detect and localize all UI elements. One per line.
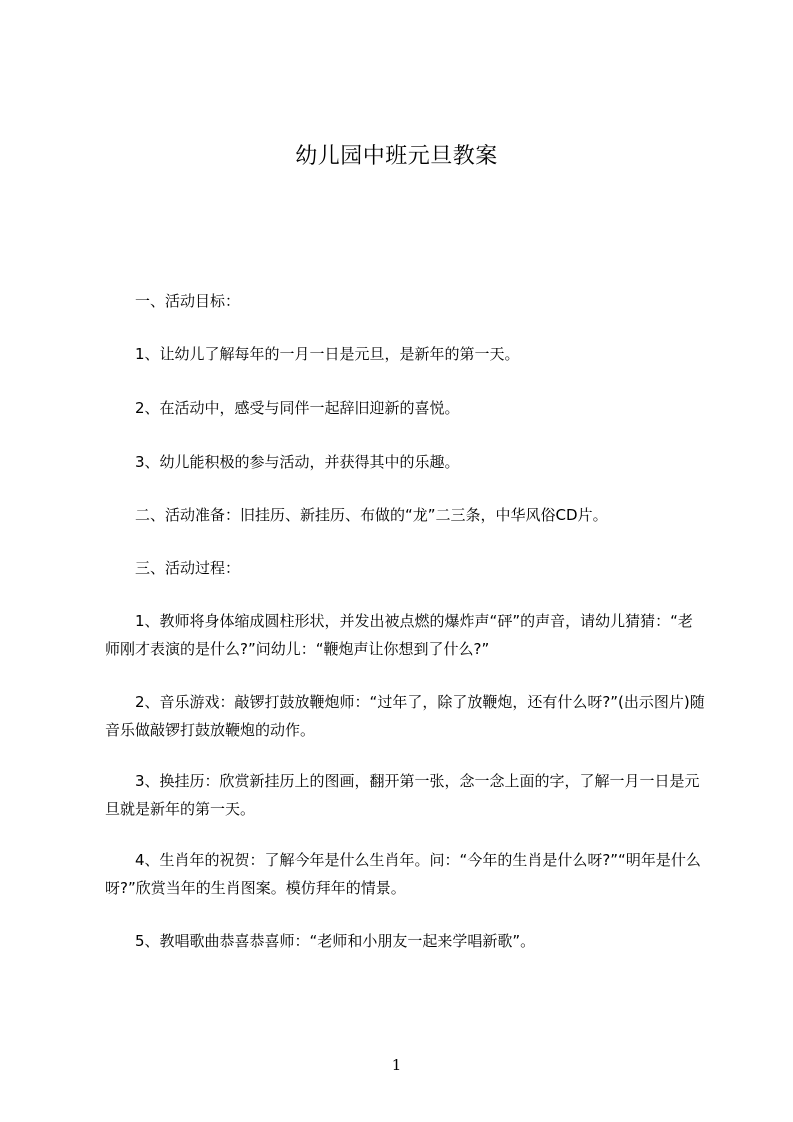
process-step-4: 4、生肖年的祝贺：了解今年是什么生肖年。问：“今年的生肖是什么呀?”“明年是什么呀?”欣赏当年的生肖图案。模仿拜年的情景。 (105, 851, 701, 897)
goal-item-3: 3、幼儿能积极的参与活动，并获得其中的乐趣。 (135, 453, 460, 471)
process-step-1: 1、教师将身体缩成圆柱形状，并发出被点燃的爆炸声“砰”的声音，请幼儿猜猜：“老师刚才表演的是什么?”问幼儿：“鞭炮声让你想到了什么?” (105, 612, 693, 658)
document-title: 幼儿园中班元旦教案 (295, 144, 498, 169)
section-heading-process: 三、活动过程： (135, 559, 241, 577)
section-heading-preparation: 二、活动准备：旧挂历、新挂历、布做的“龙”二三条，中华风俗CD片。 (135, 506, 608, 524)
process-step-2: 2、音乐游戏：敲锣打鼓放鞭炮师：“过年了，除了放鞭炮，还有什么呀?”(出示图片)随音乐做敲锣打鼓放鞭炮的动作。 (105, 693, 705, 739)
goal-item-2: 2、在活动中，感受与同伴一起辞旧迎新的喜悦。 (135, 399, 460, 417)
page-number: 1 (391, 1056, 402, 1074)
goal-item-1: 1、让幼儿了解每年的一月一日是元旦，是新年的第一天。 (135, 345, 520, 363)
section-heading-goals: 一、活动目标： (135, 292, 241, 310)
process-step-3: 3、换挂历：欣赏新挂历上的图画，翻开第一张，念一念上面的字，了解一月一日是元旦就是新年的第一天。 (105, 772, 700, 818)
process-step-5: 5、教唱歌曲恭喜恭喜师：“老师和小朋友一起来学唱新歌”。 (135, 932, 536, 950)
